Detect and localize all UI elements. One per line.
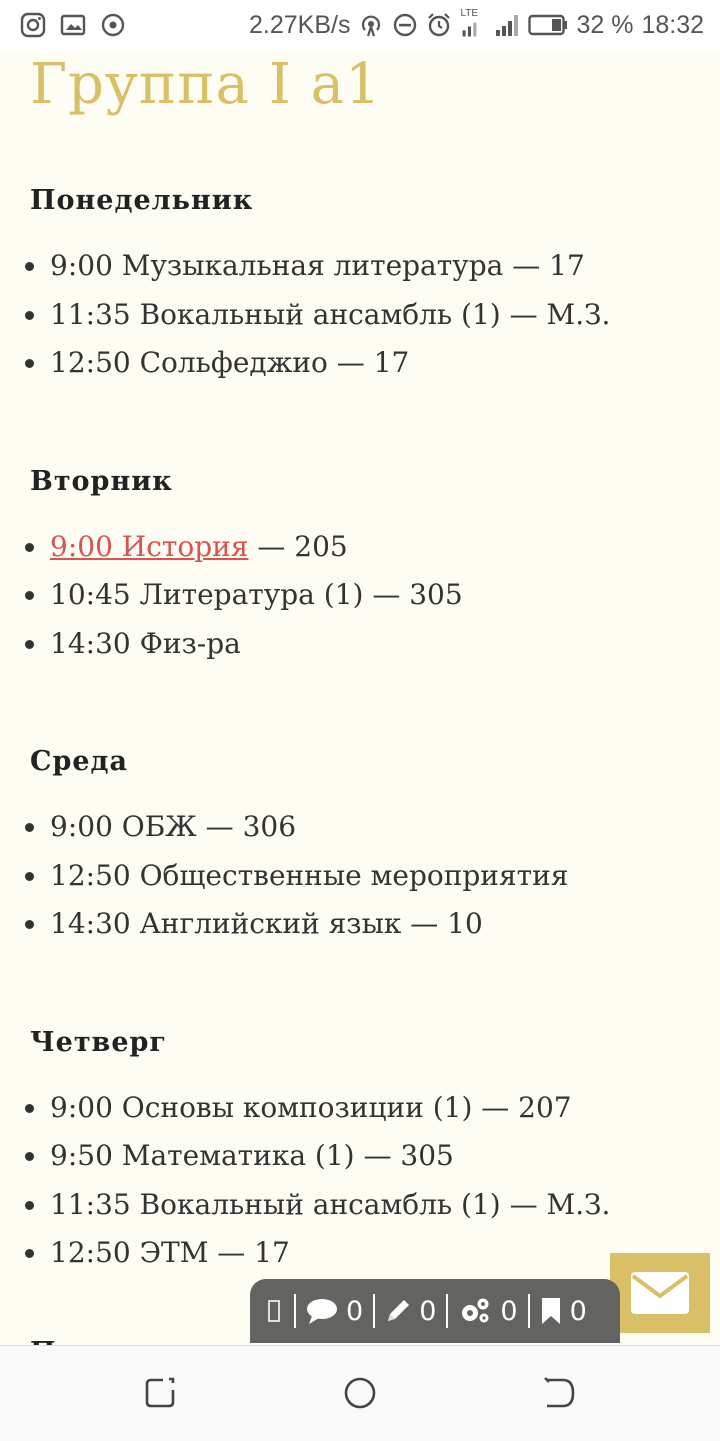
bullet (25, 640, 34, 649)
bullet (25, 872, 34, 881)
day-title: Среда (30, 746, 129, 777)
list-item: 12:50 Общественные мероприятия (0, 852, 720, 901)
toolbar-comments-button[interactable] (296, 1296, 373, 1327)
page-title: Группа I a1 (30, 52, 382, 117)
lesson-list (0, 803, 720, 949)
status-bar (0, 0, 720, 50)
bookmarks-count: 0 (569, 1295, 587, 1327)
list-item: 9:50 Математика (1) — 305 (0, 1132, 720, 1181)
back-icon[interactable] (543, 1376, 577, 1410)
lte-signal-icon: LTE (460, 10, 486, 40)
list-item: 12:50 Сольфеджио — 17 (0, 339, 720, 388)
day-title: Вторник (30, 465, 173, 497)
list-item: 14:30 Английский язык — 10 (0, 900, 720, 949)
list-item: 14:30 Физ-ра (0, 620, 720, 669)
lesson-list (0, 1084, 720, 1278)
navigation-bar (0, 1345, 720, 1441)
edits-count: 0 (419, 1295, 437, 1327)
bullet (25, 1201, 34, 1210)
battery-level: 32 % (576, 10, 634, 39)
mail-button[interactable] (610, 1253, 710, 1333)
comment-icon (306, 1297, 338, 1325)
bullet (25, 359, 34, 368)
list-item: 10:45 Литература (1) — 305 (0, 571, 720, 620)
toolbar-bookmark-button[interactable] (530, 1296, 597, 1327)
list-item: 11:35 Вокальный ансамбль (1) — М.З. (0, 1181, 720, 1230)
do-not-disturb-icon (392, 12, 418, 38)
mail-icon (629, 1270, 691, 1316)
lesson-list (0, 242, 720, 388)
clock: 18:32 (641, 10, 704, 39)
toolbar-edit-button[interactable] (375, 1296, 446, 1327)
list-item: 9:00 История — 205 (0, 523, 720, 572)
day-wednesday (0, 731, 720, 949)
net-speed: 2.27KB/s (249, 10, 351, 39)
hotspot-icon (358, 12, 384, 38)
comments-count: 0 (346, 1295, 364, 1327)
bullet (25, 311, 34, 320)
list-item: 9:00 Основы композиции (1) — 207 (0, 1084, 720, 1133)
battery-icon (528, 14, 568, 36)
bullet (25, 262, 34, 271)
list-item: 12:50 ЭТМ — 17 (0, 1229, 720, 1278)
toolbar-settings-button[interactable] (448, 1296, 527, 1327)
record-icon (100, 12, 126, 38)
bullet (25, 920, 34, 929)
bullet (25, 591, 34, 600)
day-title: Понедельник (30, 185, 254, 216)
day-monday (0, 170, 720, 388)
instagram-icon (20, 12, 46, 38)
signal-icon (494, 12, 520, 38)
pencil-icon (385, 1298, 411, 1324)
day-tuesday (0, 451, 720, 669)
recent-apps-icon[interactable] (143, 1376, 177, 1410)
lesson-link-history[interactable]: 9:00 История (50, 529, 249, 563)
list-item: 9:00 Музыкальная литература — 17 (0, 242, 720, 291)
gallery-icon (60, 12, 86, 38)
menu-icon (268, 1300, 280, 1322)
bullet (25, 1104, 34, 1113)
list-item: 11:35 Вокальный ансамбль (1) — М.З. (0, 291, 720, 340)
day-title: Четверг (30, 1026, 167, 1058)
toolbar-menu-button[interactable] (250, 1300, 294, 1322)
schedule (0, 170, 720, 1384)
page-toolbar (250, 1279, 620, 1343)
lesson-list (0, 523, 720, 669)
bullet (25, 1152, 34, 1161)
home-icon[interactable] (343, 1376, 377, 1410)
bullet (25, 823, 34, 832)
bullet (25, 1249, 34, 1258)
day-thursday (0, 1012, 720, 1278)
alarm-icon (426, 12, 452, 38)
settings-count: 0 (500, 1295, 518, 1327)
gears-icon (458, 1297, 492, 1325)
bullet (25, 543, 34, 552)
bookmark-icon (540, 1297, 562, 1325)
list-item: 9:00 ОБЖ — 306 (0, 803, 720, 852)
